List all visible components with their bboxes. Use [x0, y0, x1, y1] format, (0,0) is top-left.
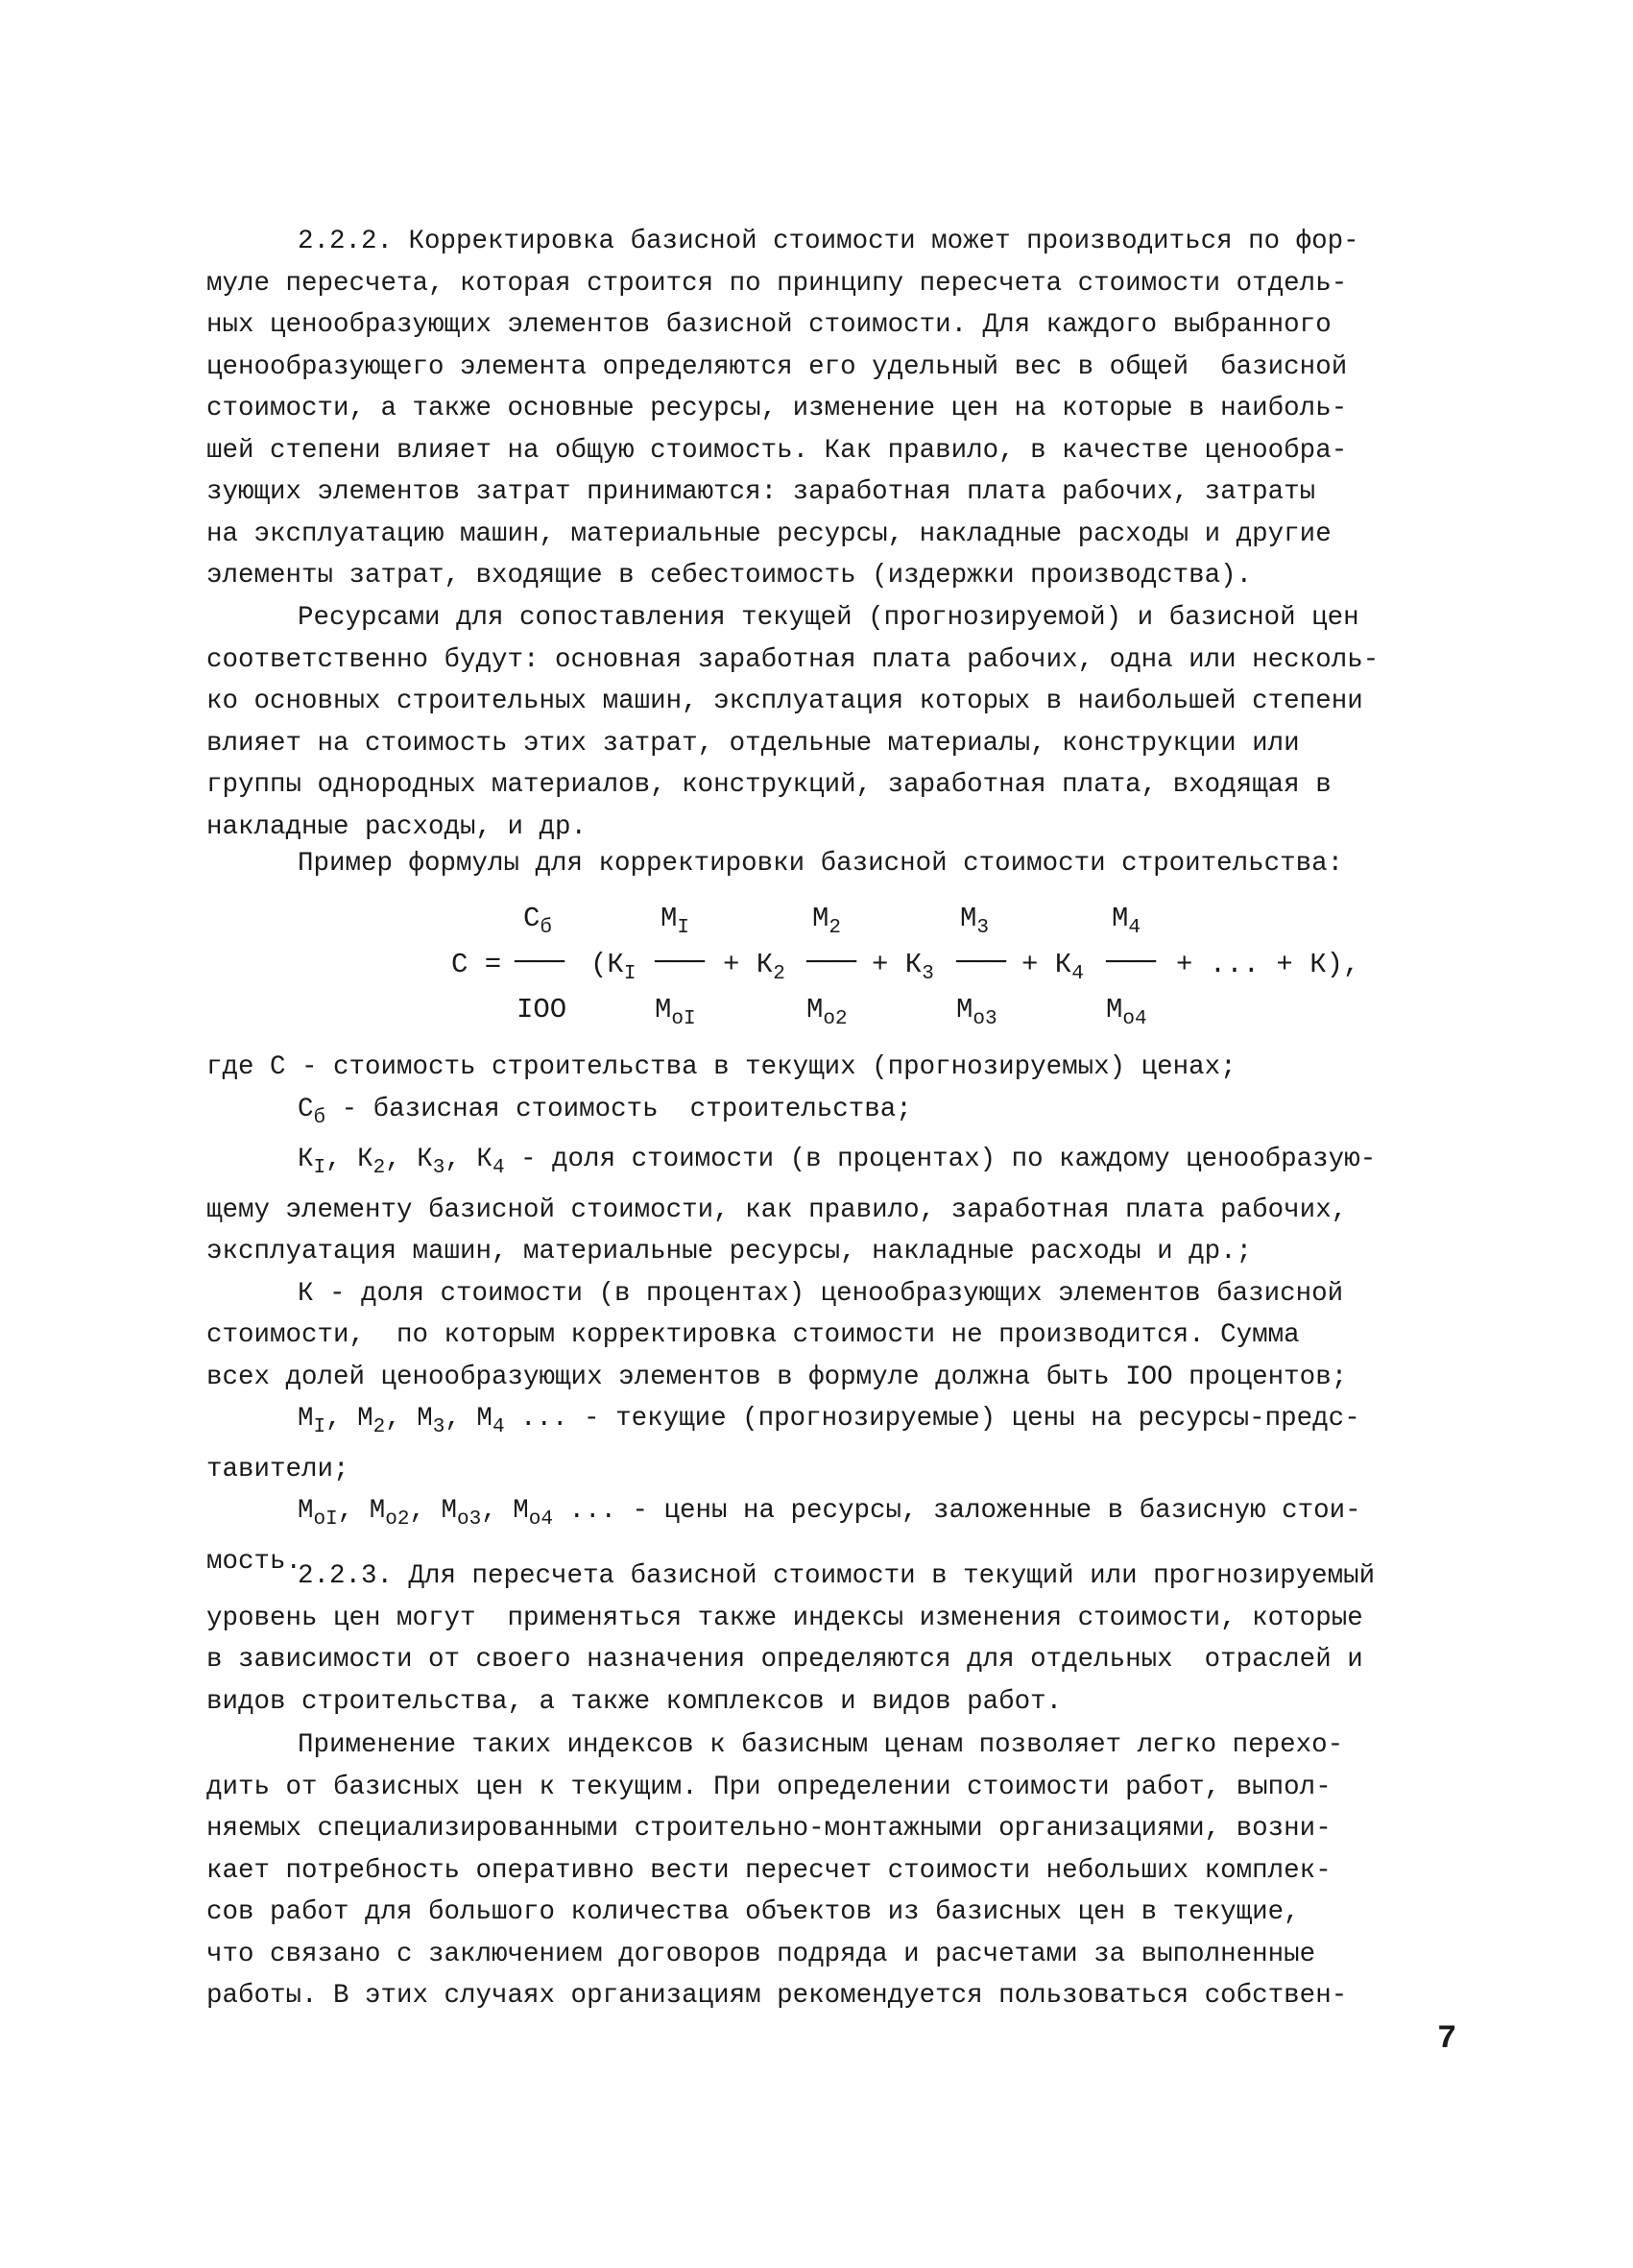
fraction-bar: ───	[1106, 947, 1157, 978]
formula-k3: + $К_3$	[872, 949, 934, 985]
paragraph-formula-intro	[206, 843, 1454, 885]
text-line: эксплуатация машин, материальные ресурсы, накладные расходы и др.;	[206, 1237, 1253, 1267]
fraction-bar: ───	[655, 947, 706, 978]
definition-m: $М_I$, $М_2$, $М_3$, $М_4$ ... - текущие (прогнозируемые) цены на ресурсы-предс-	[298, 1404, 1360, 1438]
text-line: кает потребность оперативно вести пересчет стоимости небольших комплек-	[206, 1855, 1332, 1886]
text-line: няемых специализированными строительно-монтажными организациями, возни-	[206, 1814, 1332, 1844]
definitions	[206, 1047, 1454, 1582]
definition-k: $К_I$, $К_2$, $К_3$, $К_4$ - доля стоимости (в процентах) по каждому ценообразую-	[298, 1145, 1377, 1179]
text-line: мость.	[206, 1546, 302, 1577]
text-line: муле пересчета, которая строится по принципу пересчета стоимости отдель-	[206, 268, 1348, 299]
text-line: группы однородных материалов, конструкций, заработная плата, входящая в	[206, 770, 1332, 800]
formula-denominator-mo4: $М_{o4}$	[1106, 994, 1147, 1030]
formula-denominator-mo3: $М_{o3}$	[956, 994, 997, 1030]
text-line: Пример формулы для корректировки базисной стоимости строительства:	[298, 849, 1344, 879]
text-line: 2.2.3. Для пересчета базисной стоимости в текущий или прогнозируемый	[298, 1561, 1376, 1591]
text-line: всех долей ценообразующих элементов в формуле должна быть IOO процентов;	[206, 1362, 1348, 1392]
definition-k-other: К - доля стоимости (в процентах) ценообразующих элементов базисной	[298, 1278, 1344, 1309]
formula-k4: + $К_4$	[1021, 949, 1084, 985]
formula-k2: + $К_2$	[723, 949, 785, 985]
text-line: ценообразующего элемента определяются его удельный вес в общей базисной	[206, 351, 1348, 382]
definition-cb: $С_б$ - базисная стоимость строительства;	[298, 1094, 912, 1129]
formula-numerator-m3: $М_3$	[960, 903, 990, 939]
paragraph-resources	[206, 597, 1454, 848]
text-line: 2.2.2. Корректировка базисной стоимости может производиться по фор-	[298, 227, 1359, 256]
text-line: шей степени влияет на общую стоимость. Как правило, в качестве ценообра-	[206, 435, 1348, 466]
text-line: стоимости, по которым корректировка стоимости не производится. Сумма	[206, 1320, 1300, 1350]
text-line: соответственно будут: основная заработная плата рабочих, одна или несколь-	[206, 644, 1380, 675]
text-line: в зависимости от своего назначения определяются для отдельных отраслей и	[206, 1645, 1363, 1675]
formula-numerator-m4: $М_4$	[1112, 903, 1141, 939]
formula-numerator-cb: $С_б$	[523, 903, 553, 939]
formula-k1: ($К_I$	[590, 949, 636, 985]
text-line: ко основных строительных машин, эксплуатация которых в наибольшей степени	[206, 687, 1363, 716]
definition-c: где С - стоимость строительства в текущих (прогнозируемых) ценах;	[206, 1052, 1237, 1082]
text-line: уровень цен могут применяться также индексы изменения стоимости, которые	[206, 1603, 1363, 1633]
fraction-bar: ───	[956, 947, 1007, 978]
formula-numerator-m1: $М_I$	[660, 903, 690, 939]
correction-formula	[451, 903, 1392, 1047]
text-line: щему элементу базисной стоимости, как правило, заработная плата рабочих,	[206, 1194, 1348, 1225]
formula-denominator-mo1: $М_{oI}$	[655, 994, 696, 1030]
fraction-bar: ───	[806, 947, 857, 978]
text-line: ных ценообразующих элементов базисной стоимости. Для каждого выбранного	[206, 310, 1332, 340]
text-line: дить от базисных цен к текущим. При определении стоимости работ, выпол-	[206, 1772, 1332, 1802]
text-line: элементы затрат, входящие в себестоимость (издержки производства).	[206, 561, 1253, 591]
text-line: накладные расходы, и др.	[206, 811, 588, 842]
text-line: тавители;	[206, 1454, 349, 1484]
text-line: Применение таких индексов к базисным ценам позволяет легко перехо-	[298, 1730, 1344, 1760]
fraction-bar: ───	[515, 947, 565, 978]
paragraph-2-2-2	[206, 221, 1454, 597]
text-line: влияет на стоимость этих затрат, отдельные материалы, конструкции или	[206, 728, 1300, 759]
formula-denominator-mo2: $М_{o2}$	[806, 994, 848, 1030]
text-line: зующих элементов затрат принимаются: заработная плата рабочих, затраты	[206, 477, 1316, 507]
text-line: работы. В этих случаях организациям рекомендуется пользоваться собствен-	[206, 1981, 1348, 2011]
definition-mo: $М_{oI}$, $М_{o2}$, $М_{o3}$, $М_{o4}$ ... - цены на ресурсы, заложенные в базисную стои-	[298, 1496, 1361, 1531]
text-line: Ресурсами для сопоставления текущей (прогнозируемой) и базисной цен	[298, 603, 1359, 633]
text-line: видов строительства, а также комплексов и видов работ.	[206, 1686, 1063, 1717]
formula-lhs: С =	[451, 949, 502, 980]
paragraph-indices	[206, 1725, 1454, 2017]
text-line: на эксплуатацию машин, материальные ресурсы, накладные расходы и другие	[206, 519, 1332, 549]
formula-tail: + ... + К),	[1176, 949, 1360, 980]
text-line: стоимости, а также основные ресурсы, изменение цен на которые в наиболь-	[206, 394, 1348, 423]
formula-numerator-m2: $М_2$	[812, 903, 842, 939]
formula-denominator-100: IOO	[516, 994, 567, 1025]
text-line: сов работ для большого количества объектов из базисных цен в текущие,	[206, 1897, 1300, 1927]
text-line: что связано с заключением договоров подряда и расчетами за выполненные	[206, 1939, 1316, 1969]
paragraph-2-2-3	[206, 1556, 1454, 1723]
page-number: 7	[1437, 2021, 1457, 2058]
